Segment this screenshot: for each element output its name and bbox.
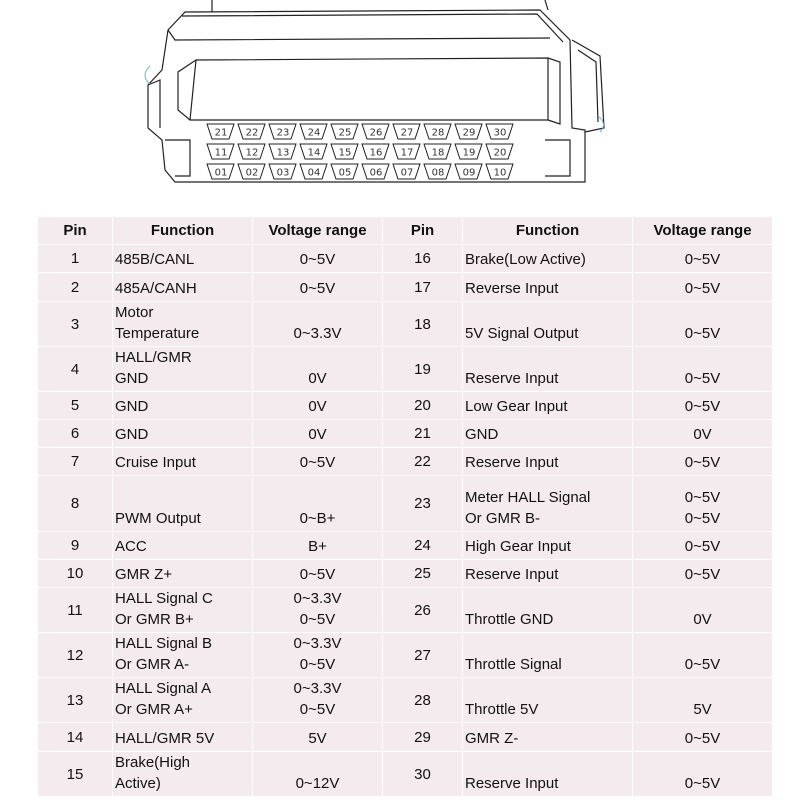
pin-function: Low Gear Input: [465, 398, 568, 415]
pin-voltage-cell: [253, 273, 383, 302]
pin-function: Throttle 5V: [465, 701, 539, 718]
pin-voltage: 0~5V: [684, 538, 721, 555]
table-row: [38, 633, 773, 678]
pin-function-cell: [463, 476, 633, 532]
connector-pin-label: 06: [369, 167, 383, 179]
pin-function-cell: [463, 723, 633, 752]
pin-function-cell: [113, 633, 253, 678]
connector-pin-label: 07: [400, 167, 414, 179]
table-row: [38, 392, 773, 420]
pin-number: 26: [414, 601, 431, 619]
pin-voltage-cell: [633, 532, 773, 560]
pin-function-cell: [463, 273, 633, 302]
connector-pin-label: 10: [493, 167, 507, 179]
pin-function: GND: [115, 398, 149, 415]
pin-function: GND: [465, 426, 499, 443]
pin-voltage: 0~5V: [684, 775, 721, 792]
pin-function: High Gear Input: [465, 538, 571, 555]
pin-function: Reserve Input: [465, 775, 559, 792]
pin-number-cell: [38, 420, 113, 448]
pin-function: Throttle Signal: [465, 656, 562, 673]
pin-number-cell: [383, 448, 463, 476]
connector-pin-label: 21: [214, 127, 228, 139]
pin-number-cell: [383, 302, 463, 347]
connector-pin-label: 19: [462, 147, 476, 159]
pin-voltage: 5V: [308, 730, 327, 747]
pin-number-cell: [383, 560, 463, 588]
pin-number: 6: [70, 425, 80, 442]
connector-pin-label: 18: [431, 147, 445, 159]
pin-voltage-cell: [253, 392, 383, 420]
pin-number: 30: [414, 765, 431, 783]
header-pin: Pin: [38, 217, 113, 245]
pin-number-cell: [38, 633, 113, 678]
pin-function-cell: [113, 588, 253, 633]
pin-voltage-cell: [633, 476, 773, 532]
pin-function-cell: [463, 532, 633, 560]
table-row: [38, 448, 773, 476]
table-row: [38, 678, 773, 723]
table-row: [38, 588, 773, 633]
pin-number-cell: [38, 273, 113, 302]
pin-function-cell: [113, 302, 253, 347]
connector-pin-label: 08: [431, 167, 445, 179]
pin-voltage-cell: [633, 588, 773, 633]
table-row: [38, 302, 773, 347]
pin-number: 11: [67, 601, 83, 619]
pin-voltage-cell: [633, 273, 773, 302]
pin-function: 485A/CANH: [115, 280, 197, 297]
header-pin: Pin: [383, 217, 463, 245]
pin-number: 15: [66, 765, 84, 783]
pin-number-cell: [38, 588, 113, 633]
pin-function-cell: [113, 273, 253, 302]
pin-function-cell: [463, 752, 633, 797]
pin-function: GMR Z-: [465, 730, 519, 747]
pin-voltage-cell: [253, 420, 383, 448]
table-row: [38, 532, 773, 560]
pin-function-cell: [463, 420, 633, 448]
pin-number: 4: [70, 360, 80, 378]
pin-function: HALL Signal C Or GMR B+: [115, 590, 213, 628]
pinout-table: [37, 216, 773, 797]
pin-voltage-cell: [633, 420, 773, 448]
pin-number: 24: [414, 537, 431, 554]
pin-function: HALL Signal B Or GMR A-: [115, 635, 213, 673]
pin-function-cell: [463, 302, 633, 347]
pin-function: 485B/CANL: [115, 251, 195, 268]
pin-function-cell: [113, 448, 253, 476]
pin-voltage-cell: [253, 302, 383, 347]
pin-number: 2: [70, 278, 80, 296]
pin-number: 18: [414, 315, 431, 333]
pin-function: Meter HALL Signal Or GMR B-: [465, 489, 591, 527]
table-row: [38, 723, 773, 752]
table-row: [38, 476, 773, 532]
pin-number: 20: [414, 397, 431, 414]
pin-voltage-cell: [633, 633, 773, 678]
connector-pin-label: 22: [245, 127, 259, 139]
connector-drawing: [0, 0, 800, 212]
pin-voltage-cell: [633, 560, 773, 588]
pin-voltage: 0~5V: [684, 325, 721, 342]
pin-voltage-cell: [633, 245, 773, 273]
connector-pin-label: 30: [493, 127, 507, 139]
connector-pin-label: 01: [214, 167, 228, 179]
pin-voltage-cell: [253, 560, 383, 588]
pin-function-cell: [463, 448, 633, 476]
pin-number-cell: [383, 420, 463, 448]
pin-number-cell: [383, 392, 463, 420]
pin-voltage: 0V: [693, 611, 712, 628]
pin-voltage: 0~5V: [684, 566, 721, 583]
pin-number: 13: [66, 691, 84, 709]
pin-number: 10: [66, 565, 84, 582]
pin-voltage: 0~12V: [295, 775, 340, 792]
pin-voltage: 0~5V: [684, 251, 721, 268]
header-function: Function: [113, 217, 253, 245]
pin-function-cell: [113, 245, 253, 273]
pin-voltage-cell: [633, 347, 773, 392]
pin-function: Throttle GND: [465, 611, 554, 628]
pin-number-cell: [383, 588, 463, 633]
pin-function: Reserve Input: [465, 566, 559, 583]
pin-voltage: 0~3.3V: [293, 325, 342, 342]
pin-number: 8: [70, 495, 80, 512]
pin-function-cell: [463, 347, 633, 392]
pin-number: 29: [414, 728, 431, 746]
connector-pin-label: 04: [307, 167, 321, 179]
pin-number-cell: [38, 448, 113, 476]
pin-voltage: 0~3.3V 0~5V: [293, 680, 342, 718]
pin-voltage: 0~5V: [299, 454, 336, 471]
pin-number: 23: [414, 495, 431, 512]
connector-pin-label: 05: [338, 167, 352, 179]
table-row: [38, 420, 773, 448]
pin-function: Brake(High Active): [115, 754, 191, 792]
pin-function: Reserve Input: [465, 454, 559, 471]
pin-number-cell: [383, 723, 463, 752]
connector-pin-label: 11: [214, 147, 228, 159]
pin-function-cell: [113, 752, 253, 797]
connector-pin-label: 26: [369, 127, 383, 139]
pin-function-cell: [113, 532, 253, 560]
pin-number-cell: [38, 560, 113, 588]
pin-voltage-cell: [253, 532, 383, 560]
connector-pin-label: 16: [369, 147, 383, 159]
pin-number-cell: [383, 347, 463, 392]
pin-voltage-cell: [633, 752, 773, 797]
pin-number: 25: [414, 565, 431, 582]
pin-voltage-cell: [253, 245, 383, 273]
connector-pin-label: 25: [338, 127, 352, 139]
pin-voltage-cell: [253, 448, 383, 476]
pin-number: 3: [70, 315, 80, 333]
pin-function-cell: [463, 633, 633, 678]
pin-function-cell: [463, 245, 633, 273]
pin-voltage: 0~5V: [684, 280, 721, 297]
pin-number: 1: [70, 250, 80, 267]
pin-number-cell: [38, 752, 113, 797]
pin-number: 22: [414, 453, 431, 470]
header-voltage-range: Voltage range: [633, 217, 773, 245]
pin-voltage-cell: [633, 723, 773, 752]
pin-number-cell: [38, 347, 113, 392]
pin-voltage: 0~5V: [684, 730, 721, 747]
pin-voltage-cell: [253, 678, 383, 723]
pin-number: 21: [414, 425, 431, 442]
table-row: [38, 273, 773, 302]
pin-function-cell: [463, 392, 633, 420]
pin-number-cell: [38, 302, 113, 347]
header-function: Function: [463, 217, 633, 245]
pin-number-cell: [38, 723, 113, 752]
connector-pin-label: 27: [400, 127, 414, 139]
pin-voltage: 0V: [308, 426, 327, 443]
pin-voltage: B+: [308, 538, 327, 555]
connector-pin-label: 03: [276, 167, 290, 179]
connector-pin-cells: [207, 124, 513, 179]
pin-number-cell: [383, 245, 463, 273]
pin-number-cell: [38, 678, 113, 723]
pin-voltage: 0V: [308, 370, 327, 387]
pin-voltage-cell: [253, 633, 383, 678]
pin-function: ACC: [115, 538, 147, 555]
connector-pin-label: 13: [276, 147, 290, 159]
pin-function: GMR Z+: [115, 566, 173, 583]
pin-voltage: 0~5V: [684, 454, 721, 471]
pin-function: HALL/GMR 5V: [115, 730, 215, 747]
pin-function: Reverse Input: [465, 280, 559, 297]
pin-voltage-cell: [633, 302, 773, 347]
connector-pin-label: 29: [462, 127, 476, 139]
pin-voltage: 0~5V: [299, 251, 336, 268]
pin-function-cell: [463, 588, 633, 633]
pin-number-cell: [38, 245, 113, 273]
pin-number-cell: [383, 678, 463, 723]
pin-function-cell: [113, 560, 253, 588]
connector-pin-label: 02: [245, 167, 259, 179]
pin-voltage-cell: [253, 476, 383, 532]
connector-pin-label: 12: [245, 147, 259, 159]
pin-voltage: 5V: [693, 701, 712, 718]
table-row: [38, 347, 773, 392]
pin-number-cell: [38, 476, 113, 532]
pin-voltage-cell: [633, 678, 773, 723]
pin-voltage: 0~5V: [684, 656, 721, 673]
pin-function: GND: [115, 426, 149, 443]
connector-pin-label: 28: [431, 127, 445, 139]
pin-number-cell: [383, 476, 463, 532]
pin-function: Motor Temperature: [115, 304, 200, 342]
pin-voltage: 0~5V: [684, 370, 721, 387]
pin-function-cell: [113, 392, 253, 420]
pin-function-cell: [463, 678, 633, 723]
pin-voltage-cell: [633, 448, 773, 476]
connector-pin-label: 20: [493, 147, 507, 159]
pin-voltage-cell: [253, 723, 383, 752]
pin-number-cell: [383, 532, 463, 560]
connector-pin-label: 14: [307, 147, 321, 159]
pin-number-cell: [38, 532, 113, 560]
pin-number: 5: [70, 397, 80, 414]
pin-voltage-cell: [633, 392, 773, 420]
pin-function-cell: [463, 560, 633, 588]
pin-number: 9: [70, 537, 80, 554]
pin-number-cell: [38, 392, 113, 420]
pin-function-cell: [113, 420, 253, 448]
table-row: [38, 245, 773, 273]
header-voltage-range: Voltage range: [253, 217, 383, 245]
pin-function: HALL Signal A Or GMR A+: [115, 680, 212, 718]
pin-voltage: 0~5V: [299, 566, 336, 583]
pin-voltage-cell: [253, 347, 383, 392]
connector-pin-label: 24: [307, 127, 321, 139]
pin-voltage: 0V: [308, 398, 327, 415]
pin-function-cell: [113, 476, 253, 532]
pin-voltage: 0~3.3V 0~5V: [293, 635, 342, 673]
pin-number-cell: [383, 633, 463, 678]
pin-function: HALL/GMR GND: [115, 349, 192, 387]
pin-number: 7: [70, 453, 80, 470]
pin-voltage: 0~5V: [684, 398, 721, 415]
pin-function: PWM Output: [115, 510, 201, 527]
pin-number: 27: [414, 646, 431, 664]
table-row: [38, 752, 773, 797]
pin-voltage: 0V: [693, 426, 712, 443]
table-header-row: [38, 217, 773, 245]
table-row: [38, 560, 773, 588]
connector-pin-label: 09: [462, 167, 476, 179]
pin-function-cell: [113, 347, 253, 392]
pin-number: 16: [414, 250, 431, 267]
pin-number: 14: [66, 728, 84, 746]
pin-voltage: 0~5V 0~5V: [684, 489, 721, 527]
pin-number-cell: [383, 273, 463, 302]
connector-pin-label: 15: [338, 147, 352, 159]
pin-voltage: 0~B+: [299, 510, 336, 527]
connector-pin-label: 23: [276, 127, 290, 139]
pin-function-cell: [113, 723, 253, 752]
pin-number: 28: [414, 691, 431, 709]
pin-voltage: 0~3.3V 0~5V: [293, 590, 342, 628]
pin-function: 5V Signal Output: [465, 325, 579, 342]
pin-number: 19: [414, 360, 431, 378]
pin-voltage-cell: [253, 588, 383, 633]
pin-number-cell: [383, 752, 463, 797]
connector-pin-label: 17: [400, 147, 414, 159]
pin-function: Reserve Input: [465, 370, 559, 387]
pin-function: Brake(Low Active): [465, 251, 586, 268]
pin-number: 17: [414, 278, 431, 296]
pin-number: 12: [66, 646, 84, 664]
pin-function-cell: [113, 678, 253, 723]
pin-voltage: 0~5V: [299, 280, 336, 297]
pin-function: Cruise Input: [115, 454, 196, 471]
pin-voltage-cell: [253, 752, 383, 797]
